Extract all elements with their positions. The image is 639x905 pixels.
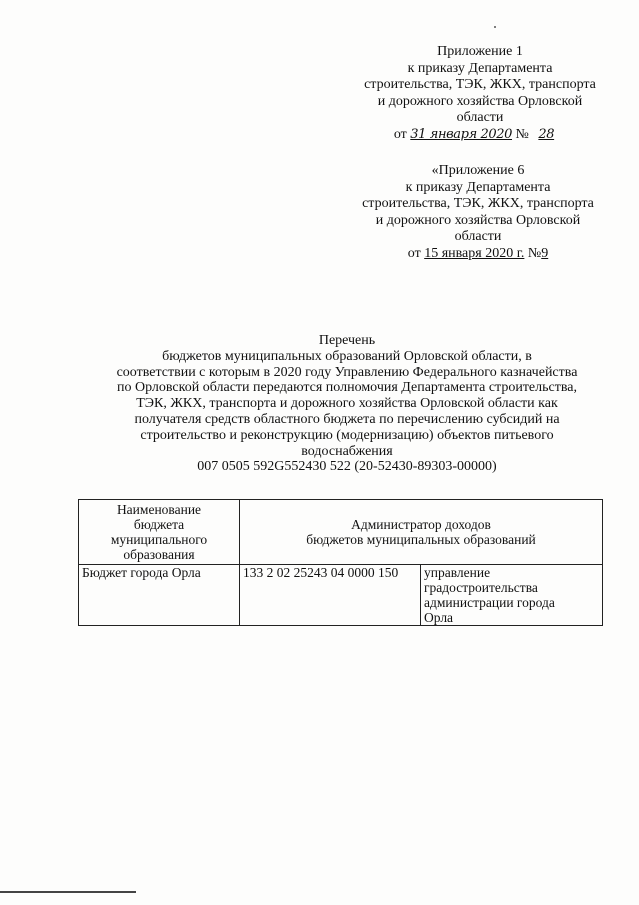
list-title-line: водоснабжения [301, 443, 393, 459]
appendix-1-line: к приказу Департамента [407, 60, 553, 76]
handwritten-number: 28 [538, 126, 555, 142]
from-label: от [393, 126, 407, 142]
appendix-6-heading: «Приложение 6 [431, 163, 525, 178]
scan-speck [494, 26, 496, 28]
list-title-line: ТЭК, ЖКХ, транспорта и дорожного хозяйства Орловской области как [136, 396, 558, 412]
appendix-1-date-line [356, 127, 604, 144]
number-label: № [515, 126, 529, 142]
appendix-6-line: строительства, ТЭК, ЖКХ, транспорта [362, 196, 594, 211]
appendix-6-date-line [353, 246, 603, 263]
scan-edge-line [0, 891, 136, 893]
header-revenue-administrator: Администратор доходов бюджетов муниципальных образований [240, 500, 603, 565]
appendix-6-block [353, 163, 603, 262]
list-title-line: получателя средств областного бюджета по перечислению субсидий на [134, 411, 560, 427]
appendix-1-line: области [456, 110, 504, 125]
cell-administrator: управление градостроительства администрации города Орла [421, 565, 603, 626]
handwritten-date: 31 января 2020 [410, 126, 513, 142]
table-header-row [79, 500, 603, 565]
number-label: № [527, 245, 542, 261]
appendix-1-heading: Приложение 1 [437, 44, 523, 59]
order-number: 9 [541, 245, 549, 261]
list-title-line: бюджетов муниципальных образований Орловской области, в [162, 348, 532, 364]
list-title-line: строительство и реконструкцию (модернизацию) объектов питьевого [140, 427, 554, 443]
appendix-1-line: строительства, ТЭК, ЖКХ, транспорта [364, 77, 596, 92]
list-title-line: соответствии с которым в 2020 году Управлению Федерального казначейства [116, 364, 578, 380]
from-label: от [407, 245, 421, 261]
appendix-6-line: и дорожного хозяйства Орловской [375, 212, 581, 228]
budget-classification-code: 007 0505 592G552430 522 (20-52430-89303-00000) [197, 459, 497, 475]
table-row [79, 565, 603, 626]
appendix-6-line: области [454, 229, 502, 244]
appendix-1-block [356, 44, 604, 143]
appendix-1-line: и дорожного хозяйства Орловской [377, 93, 583, 109]
list-title-block [88, 333, 606, 475]
header-budget-name: Наименование бюджета муниципального образования [79, 500, 240, 565]
cell-budget-name: Бюджет города Орла [79, 565, 240, 626]
budget-table [78, 499, 603, 626]
appendix-6-line: к приказу Департамента [405, 179, 551, 195]
list-title-line: по Орловской области передаются полномочия Департамента строительства, [116, 380, 577, 396]
order-date: 15 января 2020 г. [424, 245, 525, 261]
list-heading: Перечень [318, 333, 376, 348]
cell-revenue-code: 133 2 02 25243 04 0000 150 [240, 565, 421, 626]
